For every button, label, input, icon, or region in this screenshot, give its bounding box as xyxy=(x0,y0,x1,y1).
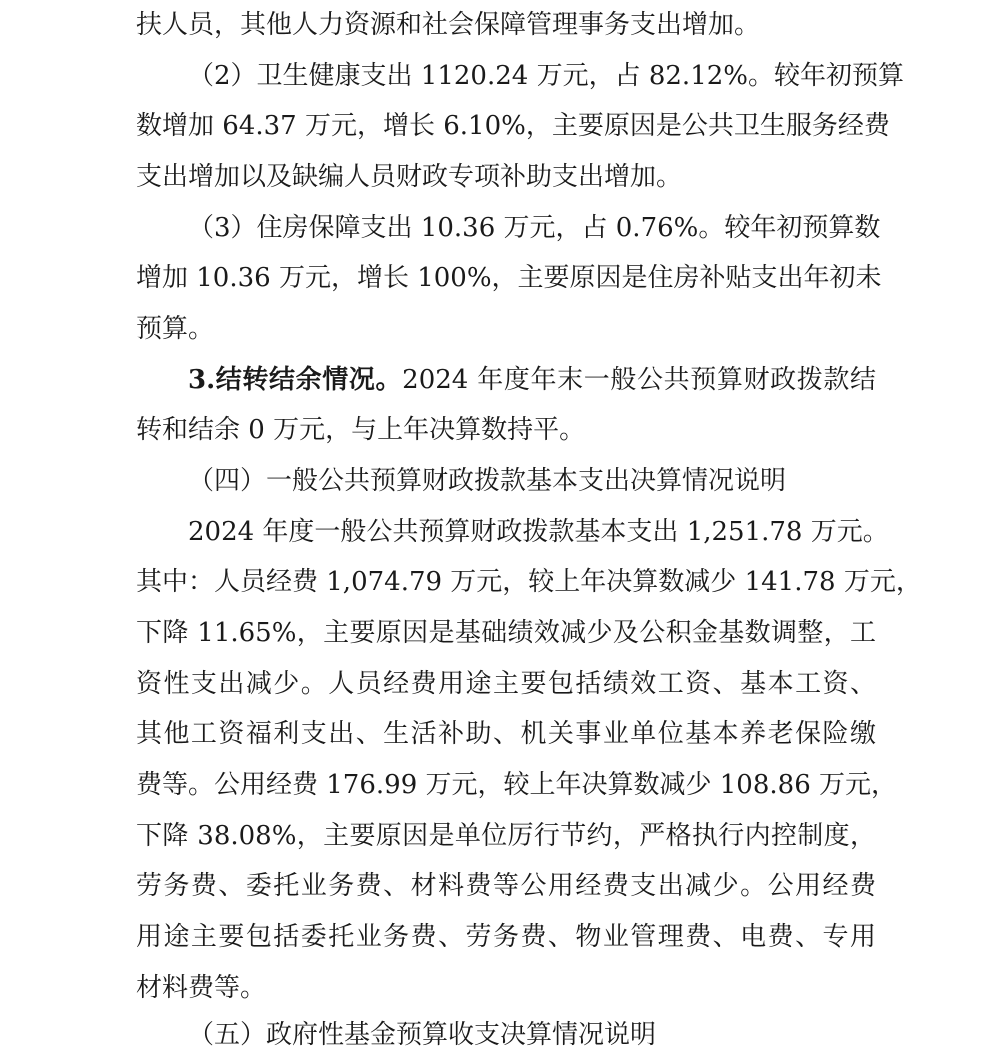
text-line: 用途主要包括委托业务费、劳务费、物业管理费、电费、专用 xyxy=(136,922,876,952)
text-line: 扶人员，其他人力资源和社会保障管理事务支出增加。 xyxy=(136,10,761,40)
text-line: （2）卫生健康支出 1120.24 万元，占 82.12%。较年初预算 xyxy=(188,61,904,91)
text-line: 劳务费、委托业务费、材料费等公用经费支出减少。公用经费 xyxy=(136,871,876,901)
section-heading: （四）一般公共预算财政拨款基本支出决算情况说明 xyxy=(188,466,787,496)
text-line: 支出增加以及缺编人员财政专项补助支出增加。 xyxy=(136,162,683,192)
text-run: 2024 年度年末一般公共预算财政拨款结 xyxy=(402,365,876,395)
text-line: 数增加 64.37 万元，增长 6.10%，主要原因是公共卫生服务经费 xyxy=(136,111,890,141)
text-line: 资性支出减少。人员经费用途主要包括绩效工资、基本工资、 xyxy=(136,669,876,699)
text-line: 预算。 xyxy=(136,314,215,344)
text-line: 下降 38.08%，主要原因是单位厉行节约，严格执行内控制度， xyxy=(136,821,876,851)
section-heading-bold: 3.结转结余情况。 xyxy=(188,365,403,395)
text-line: 下降 11.65%，主要原因是基础绩效减少及公积金基数调整，工 xyxy=(136,618,876,648)
text-line: 其他工资福利支出、生活补助、机关事业单位基本养老保险缴 xyxy=(136,719,876,749)
text-line xyxy=(188,355,876,405)
text-line: 转和结余 0 万元，与上年决算数持平。 xyxy=(136,415,586,445)
text-line: 材料费等。 xyxy=(136,973,267,1003)
text-line: 费等。公用经费 176.99 万元，较上年决算数减少 108.86 万元， xyxy=(136,770,898,800)
text-line: 2024 年度一般公共预算财政拨款基本支出 1,251.78 万元。 xyxy=(188,517,889,547)
section-heading: （五）政府性基金预算收支决算情况说明 xyxy=(188,1020,657,1050)
text-line: （3）住房保障支出 10.36 万元，占 0.76%。较年初预算数 xyxy=(188,213,881,243)
text-line: 增加 10.36 万元，增长 100%，主要原因是住房补贴支出年初未 xyxy=(136,263,882,293)
text-line: 其中：人员经费 1,074.79 万元，较上年决算数减少 141.78 万元， xyxy=(136,567,922,597)
